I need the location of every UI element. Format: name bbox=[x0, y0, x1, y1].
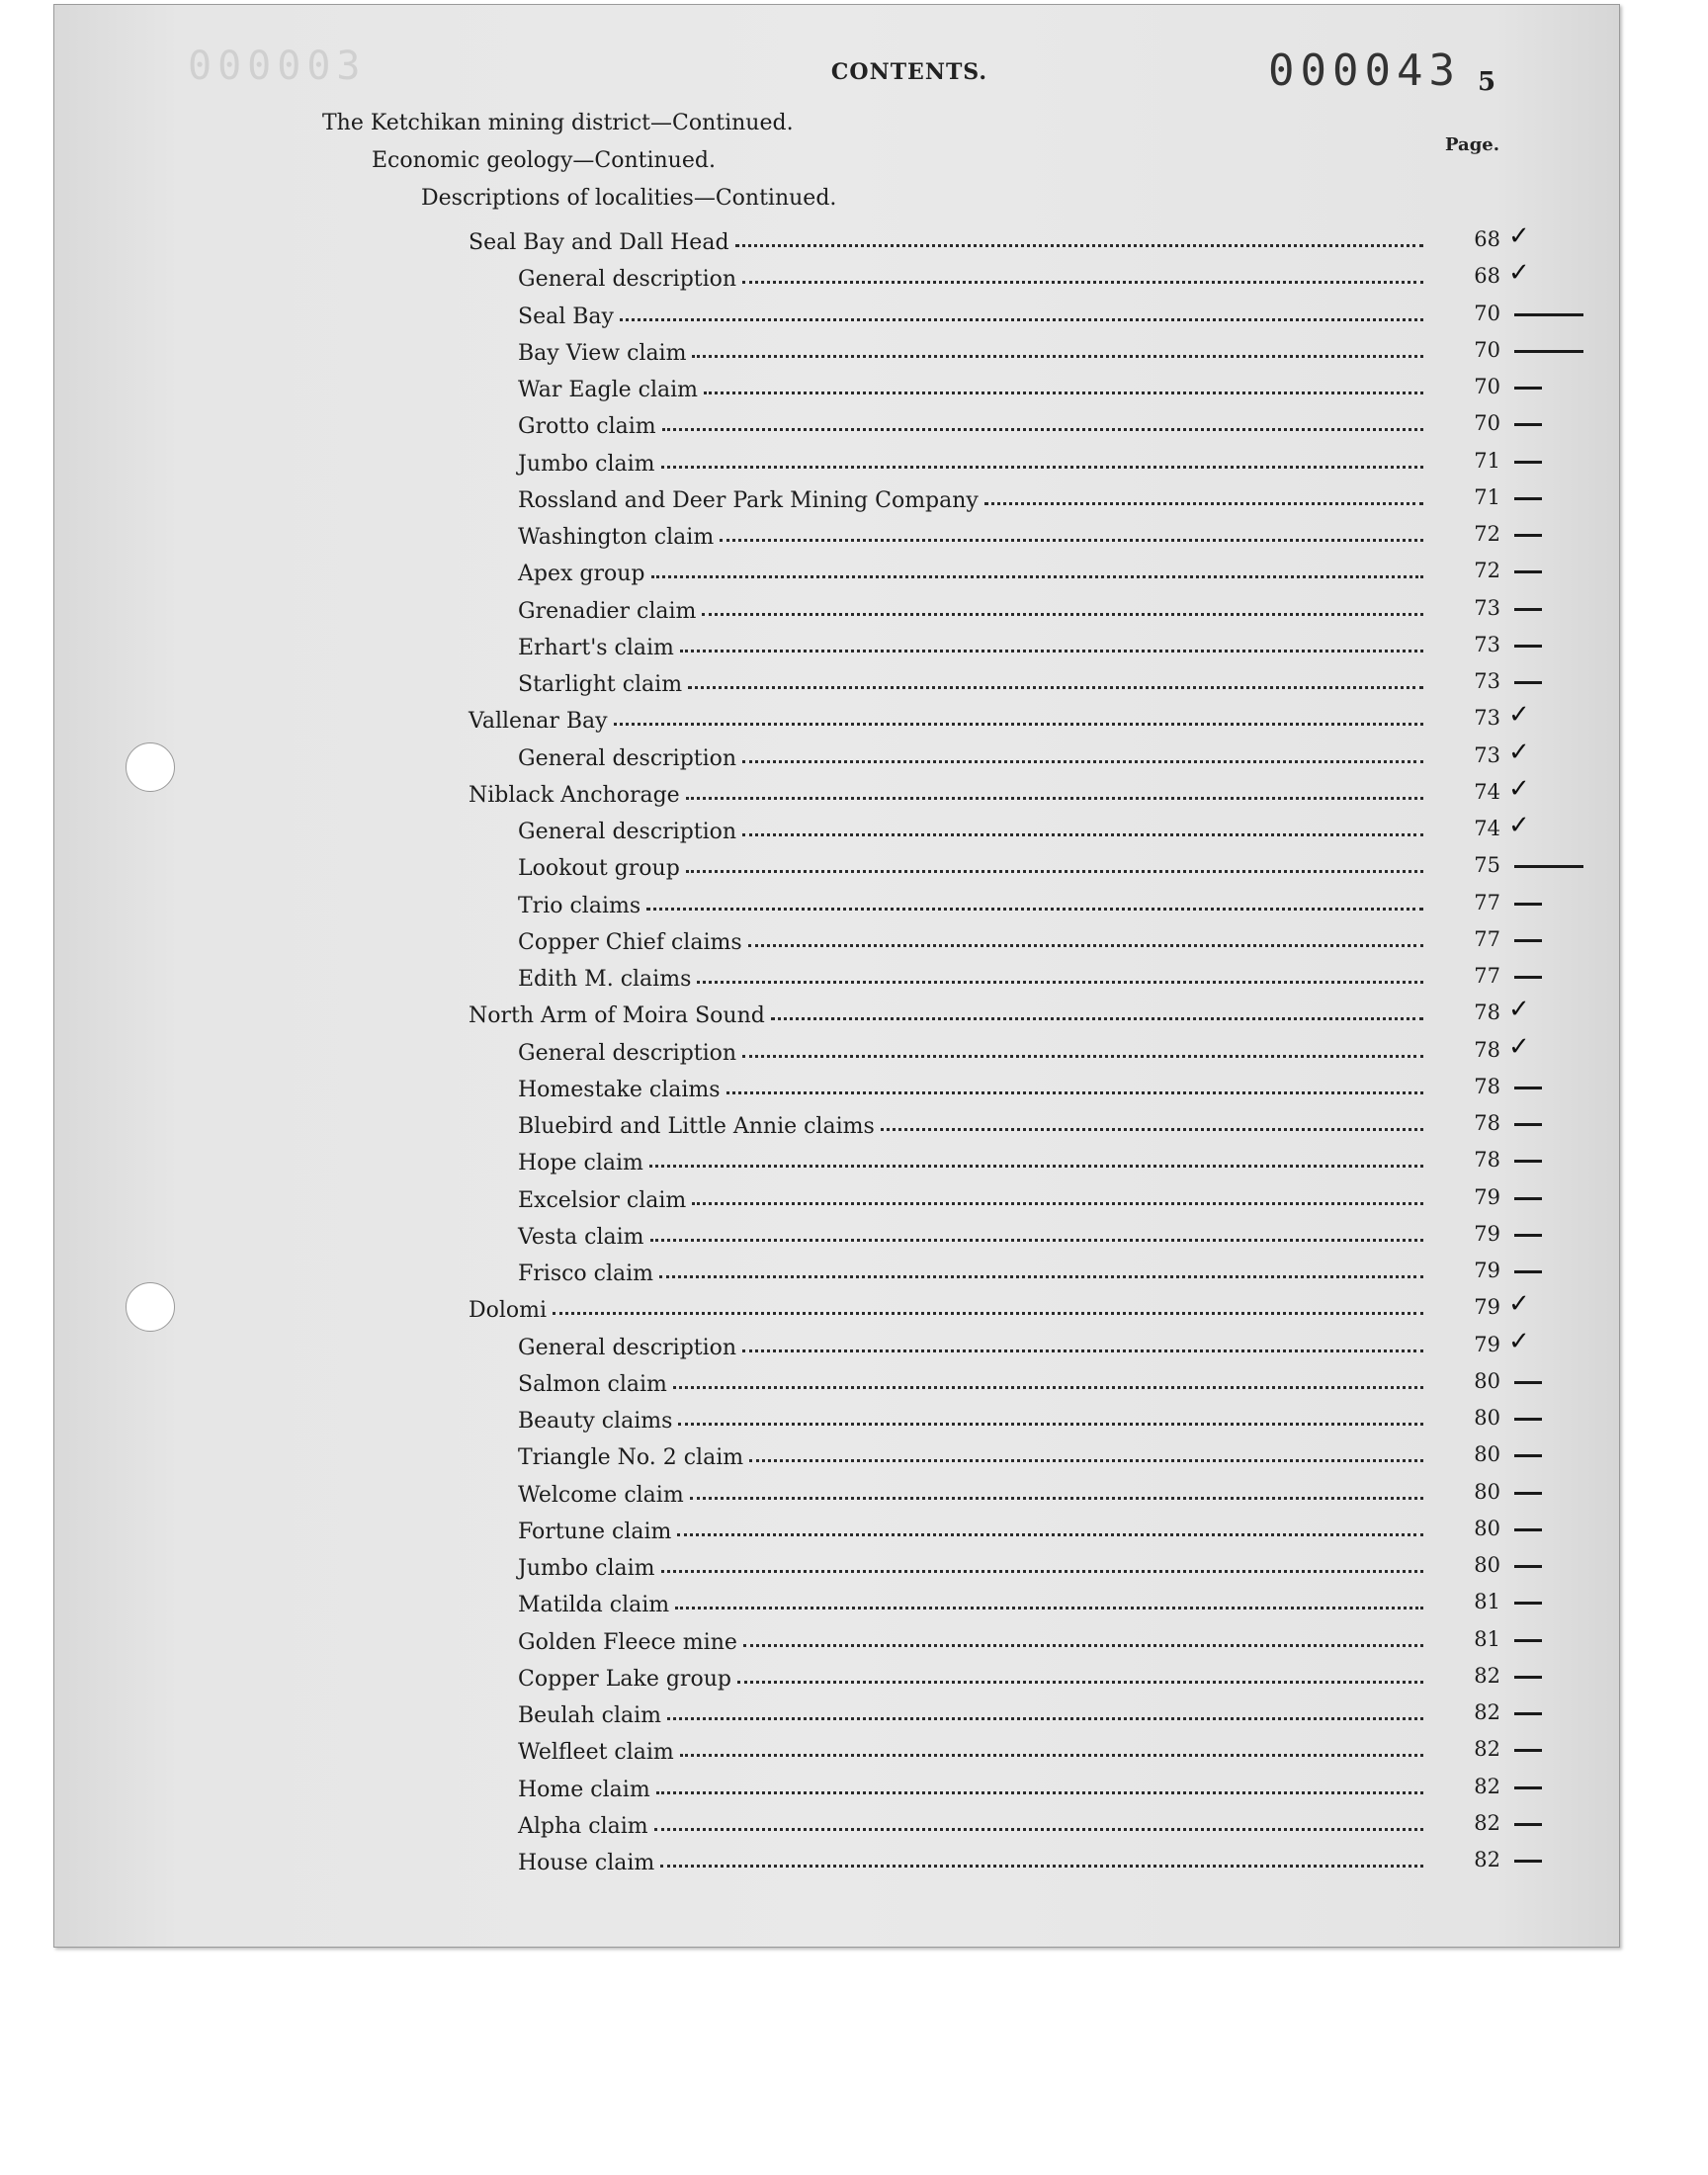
dot-leader bbox=[726, 1091, 1423, 1094]
toc-entry bbox=[518, 1695, 1423, 1728]
toc-page-number: 82 bbox=[1474, 1737, 1500, 1761]
page-number: 5 bbox=[1478, 67, 1496, 97]
toc-entry-title: Trio claims bbox=[518, 894, 641, 918]
dot-leader bbox=[748, 944, 1423, 947]
dot-leader bbox=[688, 686, 1423, 689]
toc-page-number: 81 bbox=[1474, 1590, 1500, 1613]
toc-entry-title: Dolomi bbox=[469, 1298, 548, 1323]
dot-leader bbox=[614, 723, 1423, 726]
toc-entry-title: General description bbox=[518, 1336, 737, 1360]
toc-entry bbox=[518, 1769, 1423, 1802]
toc-page-number: 77 bbox=[1474, 964, 1500, 988]
dot-leader bbox=[692, 1202, 1423, 1205]
toc-page-number: 77 bbox=[1474, 927, 1500, 951]
toc-entry bbox=[518, 1105, 1423, 1139]
toc-entry bbox=[469, 995, 1423, 1028]
dot-leader bbox=[654, 1828, 1423, 1831]
toc-entry bbox=[469, 774, 1423, 808]
handwritten-dash-mark bbox=[1514, 570, 1542, 573]
toc-page-number: 78 bbox=[1474, 1148, 1500, 1172]
dot-leader bbox=[735, 244, 1423, 247]
handwritten-dash-mark bbox=[1514, 1676, 1542, 1679]
handwritten-dash-mark bbox=[1514, 313, 1583, 316]
toc-entry-title: Home claim bbox=[518, 1778, 650, 1802]
toc-page-number: 72 bbox=[1474, 559, 1500, 582]
toc-entry-title: Golden Fleece mine bbox=[518, 1630, 737, 1655]
heading-economic-geology: Economic geology—Continued. bbox=[372, 148, 716, 173]
toc-entry bbox=[518, 663, 1423, 697]
toc-entry bbox=[518, 847, 1423, 881]
toc-page-number: 72 bbox=[1474, 522, 1500, 546]
dot-leader bbox=[680, 1754, 1423, 1757]
toc-page-number: 70 bbox=[1474, 302, 1500, 325]
handwritten-dash-mark bbox=[1514, 1492, 1542, 1495]
handwritten-dash-mark bbox=[1514, 423, 1542, 426]
handwritten-dash-mark bbox=[1514, 1860, 1542, 1863]
dot-leader bbox=[742, 1349, 1423, 1352]
dot-leader bbox=[646, 908, 1423, 911]
toc-page-number: 74 bbox=[1474, 780, 1500, 804]
toc-entry bbox=[518, 332, 1423, 366]
toc-entry-title: Edith M. claims bbox=[518, 967, 692, 992]
toc-page-number: 82 bbox=[1474, 1775, 1500, 1798]
toc-entry bbox=[518, 1658, 1423, 1692]
toc-page-number: 79 bbox=[1474, 1185, 1500, 1209]
handwritten-dash-mark bbox=[1514, 1418, 1542, 1421]
dot-leader bbox=[675, 1607, 1423, 1610]
toc-page-number: 80 bbox=[1474, 1553, 1500, 1577]
dot-leader bbox=[553, 1312, 1423, 1315]
handwritten-dash-mark bbox=[1514, 976, 1542, 979]
toc-entry-title: Hope claim bbox=[518, 1151, 643, 1175]
handwritten-check-mark: ✓ bbox=[1508, 1289, 1530, 1319]
toc-page-number: 68 bbox=[1474, 227, 1500, 251]
dot-leader bbox=[771, 1017, 1423, 1020]
toc-entry-title: Jumbo claim bbox=[518, 1556, 655, 1581]
punch-hole-top bbox=[126, 742, 175, 792]
toc-entry bbox=[518, 553, 1423, 586]
toc-entry-title: General description bbox=[518, 267, 737, 292]
handwritten-dash-mark bbox=[1514, 645, 1542, 648]
toc-entry bbox=[518, 405, 1423, 439]
toc-entry-title: Seal Bay and Dall Head bbox=[469, 230, 729, 255]
toc-page-number: 73 bbox=[1474, 706, 1500, 730]
punch-hole-bottom bbox=[126, 1282, 175, 1332]
dot-leader bbox=[702, 613, 1423, 616]
handwritten-check-mark: ✓ bbox=[1508, 221, 1530, 251]
toc-entry-title: North Arm of Moira Sound bbox=[469, 1003, 765, 1028]
toc-page-number: 80 bbox=[1474, 1480, 1500, 1504]
toc-page-number: 78 bbox=[1474, 1075, 1500, 1098]
toc-page-number: 79 bbox=[1474, 1259, 1500, 1282]
toc-entry bbox=[518, 1547, 1423, 1581]
toc-entry-title: House claim bbox=[518, 1851, 655, 1875]
toc-entry-title: Jumbo claim bbox=[518, 452, 655, 477]
toc-entry bbox=[518, 1511, 1423, 1544]
toc-page-number: 81 bbox=[1474, 1627, 1500, 1651]
toc-entry bbox=[518, 627, 1423, 660]
toc-entry-title: Bluebird and Little Annie claims bbox=[518, 1114, 875, 1139]
toc-page-number: 82 bbox=[1474, 1664, 1500, 1688]
handwritten-dash-mark bbox=[1514, 350, 1583, 353]
toc-entry bbox=[518, 1363, 1423, 1397]
toc-page-number: 78 bbox=[1474, 1000, 1500, 1024]
handwritten-dash-mark bbox=[1514, 1454, 1542, 1457]
dot-leader bbox=[743, 1644, 1423, 1647]
handwritten-check-mark: ✓ bbox=[1508, 774, 1530, 804]
toc-page-number: 80 bbox=[1474, 1442, 1500, 1466]
toc-entry-title: General description bbox=[518, 820, 737, 844]
handwritten-dash-mark bbox=[1514, 497, 1542, 500]
faint-stamp-number: 000003 bbox=[188, 44, 367, 89]
handwritten-dash-mark bbox=[1514, 608, 1542, 611]
dot-leader bbox=[686, 797, 1423, 800]
toc-entry bbox=[518, 1436, 1423, 1470]
dot-leader bbox=[620, 318, 1423, 321]
toc-page-number: 68 bbox=[1474, 264, 1500, 288]
toc-page-number: 82 bbox=[1474, 1848, 1500, 1871]
toc-entry bbox=[518, 590, 1423, 624]
toc-entry bbox=[518, 811, 1423, 844]
dot-leader bbox=[692, 355, 1423, 358]
handwritten-check-mark: ✓ bbox=[1508, 811, 1530, 840]
dot-leader bbox=[667, 1717, 1423, 1720]
handwritten-dash-mark bbox=[1514, 903, 1542, 906]
toc-entry bbox=[518, 479, 1423, 513]
toc-entry-title: Vesta claim bbox=[518, 1225, 644, 1250]
toc-page-number: 80 bbox=[1474, 1406, 1500, 1430]
stamp-number: 000043 bbox=[1268, 45, 1461, 96]
handwritten-dash-mark bbox=[1514, 1197, 1542, 1200]
dot-leader bbox=[720, 539, 1423, 542]
toc-entry bbox=[518, 516, 1423, 550]
toc-entry-title: Vallenar Bay bbox=[469, 709, 608, 734]
heading-district: The Ketchikan mining district—Continued. bbox=[322, 111, 794, 135]
dot-leader bbox=[649, 1165, 1423, 1168]
handwritten-dash-mark bbox=[1514, 1160, 1542, 1163]
handwritten-dash-mark bbox=[1514, 1234, 1542, 1237]
dot-leader bbox=[742, 760, 1423, 763]
handwritten-dash-mark bbox=[1514, 1823, 1542, 1826]
toc-page-number: 78 bbox=[1474, 1111, 1500, 1135]
toc-entry-title: Copper Chief claims bbox=[518, 930, 742, 955]
toc-page-number: 82 bbox=[1474, 1700, 1500, 1724]
toc-page-number: 73 bbox=[1474, 669, 1500, 693]
toc-entry-title: Salmon claim bbox=[518, 1372, 667, 1397]
handwritten-dash-mark bbox=[1514, 865, 1583, 868]
toc-page-number: 79 bbox=[1474, 1222, 1500, 1246]
toc-page-number: 75 bbox=[1474, 853, 1500, 877]
dot-leader bbox=[661, 466, 1423, 469]
handwritten-dash-mark bbox=[1514, 939, 1542, 942]
toc-entry bbox=[518, 1805, 1423, 1839]
toc-entry bbox=[518, 1069, 1423, 1102]
toc-entry bbox=[518, 1842, 1423, 1875]
toc-entry-title: Grenadier claim bbox=[518, 599, 697, 624]
toc-entry-title: General description bbox=[518, 1041, 737, 1066]
handwritten-dash-mark bbox=[1514, 1749, 1542, 1752]
dot-leader bbox=[661, 1570, 1423, 1573]
handwritten-check-mark: ✓ bbox=[1508, 258, 1530, 288]
page-title: CONTENTS. bbox=[830, 59, 988, 85]
dot-leader bbox=[742, 1055, 1423, 1058]
handwritten-dash-mark bbox=[1514, 1639, 1542, 1642]
handwritten-dash-mark bbox=[1514, 1786, 1542, 1789]
handwritten-check-mark: ✓ bbox=[1508, 995, 1530, 1024]
heading-descriptions: Descriptions of localities—Continued. bbox=[421, 186, 837, 211]
toc-entry bbox=[518, 1474, 1423, 1508]
handwritten-dash-mark bbox=[1514, 387, 1542, 390]
dot-leader bbox=[697, 981, 1423, 984]
toc-entry bbox=[518, 1142, 1423, 1175]
toc-entry-title: Seal Bay bbox=[518, 304, 614, 329]
handwritten-dash-mark bbox=[1514, 1528, 1542, 1531]
toc-page-number: 73 bbox=[1474, 633, 1500, 656]
handwritten-dash-mark bbox=[1514, 534, 1542, 537]
toc-entry bbox=[518, 1621, 1423, 1655]
dot-leader bbox=[690, 1497, 1423, 1500]
handwritten-check-mark: ✓ bbox=[1508, 1327, 1530, 1356]
toc-entry-title: Beauty claims bbox=[518, 1409, 673, 1434]
toc-entry-title: Apex group bbox=[518, 562, 645, 586]
toc-page-number: 70 bbox=[1474, 375, 1500, 398]
toc-entry-title: General description bbox=[518, 746, 737, 771]
toc-entry bbox=[518, 1216, 1423, 1250]
dot-leader bbox=[737, 1681, 1423, 1684]
toc-entry-title: Starlight claim bbox=[518, 672, 683, 697]
handwritten-dash-mark bbox=[1514, 1123, 1542, 1126]
toc-page-number: 73 bbox=[1474, 596, 1500, 620]
toc-entry bbox=[518, 1032, 1423, 1066]
toc-entry-title: War Eagle claim bbox=[518, 378, 699, 402]
handwritten-dash-mark bbox=[1514, 681, 1542, 684]
handwritten-dash-mark bbox=[1514, 1381, 1542, 1384]
dot-leader bbox=[650, 1239, 1424, 1242]
dot-leader bbox=[659, 1275, 1423, 1278]
toc-entry bbox=[518, 443, 1423, 477]
dot-leader bbox=[660, 1865, 1423, 1868]
handwritten-dash-mark bbox=[1514, 1602, 1542, 1605]
toc-entry-title: Fortune claim bbox=[518, 1520, 672, 1544]
toc-entry bbox=[469, 1289, 1423, 1323]
toc-entry-title: Bay View claim bbox=[518, 341, 687, 366]
handwritten-dash-mark bbox=[1514, 461, 1542, 464]
toc-entry-title: Triangle No. 2 claim bbox=[518, 1445, 744, 1470]
handwritten-dash-mark bbox=[1514, 1712, 1542, 1715]
handwritten-dash-mark bbox=[1514, 1087, 1542, 1089]
dot-leader bbox=[678, 1423, 1423, 1426]
dot-leader bbox=[680, 650, 1423, 652]
toc-entry bbox=[518, 1253, 1423, 1286]
toc-entry bbox=[518, 738, 1423, 771]
toc-page-number: 70 bbox=[1474, 411, 1500, 435]
toc-entry bbox=[518, 1584, 1423, 1617]
dot-leader bbox=[749, 1459, 1423, 1462]
dot-leader bbox=[656, 1791, 1423, 1794]
dot-leader bbox=[881, 1128, 1423, 1131]
handwritten-check-mark: ✓ bbox=[1508, 738, 1530, 767]
toc-entry-title: Lookout group bbox=[518, 856, 680, 881]
dot-leader bbox=[677, 1533, 1423, 1536]
toc-page-number: 78 bbox=[1474, 1038, 1500, 1062]
toc-entry bbox=[518, 1179, 1423, 1213]
toc-entry-title: Erhart's claim bbox=[518, 636, 674, 660]
dot-leader bbox=[742, 833, 1423, 836]
toc-entry bbox=[518, 1400, 1423, 1434]
toc-page-number: 70 bbox=[1474, 338, 1500, 362]
toc-page-number: 77 bbox=[1474, 891, 1500, 914]
toc-entry-title: Washington claim bbox=[518, 525, 715, 550]
toc-page-number: 79 bbox=[1474, 1333, 1500, 1356]
toc-page-number: 74 bbox=[1474, 817, 1500, 840]
dot-leader bbox=[673, 1386, 1423, 1389]
toc-entry bbox=[518, 1327, 1423, 1360]
toc-page-number: 71 bbox=[1474, 449, 1500, 473]
dot-leader bbox=[704, 392, 1423, 394]
toc-entry-title: Rossland and Deer Park Mining Company bbox=[518, 488, 979, 513]
toc-entry-title: Matilda claim bbox=[518, 1593, 670, 1617]
toc-entry bbox=[518, 1731, 1423, 1765]
dot-leader bbox=[686, 870, 1423, 873]
toc-entry bbox=[469, 700, 1423, 734]
handwritten-dash-mark bbox=[1514, 1565, 1542, 1568]
toc-entry bbox=[518, 369, 1423, 402]
toc-entry-title: Copper Lake group bbox=[518, 1667, 731, 1692]
toc-entry bbox=[518, 296, 1423, 329]
toc-entry bbox=[518, 258, 1423, 292]
toc-entry bbox=[469, 221, 1423, 255]
toc-page-number: 79 bbox=[1474, 1295, 1500, 1319]
toc-page-number: 73 bbox=[1474, 743, 1500, 767]
page-column-label: Page. bbox=[1445, 134, 1500, 155]
toc-entry-title: Niblack Anchorage bbox=[469, 783, 680, 808]
toc-entry-title: Homestake claims bbox=[518, 1078, 721, 1102]
handwritten-dash-mark bbox=[1514, 1270, 1542, 1273]
toc-entry bbox=[518, 885, 1423, 918]
handwritten-check-mark: ✓ bbox=[1508, 700, 1530, 730]
toc-page-number: 80 bbox=[1474, 1369, 1500, 1393]
handwritten-check-mark: ✓ bbox=[1508, 1032, 1530, 1062]
toc-entry-title: Beulah claim bbox=[518, 1703, 662, 1728]
toc-entry bbox=[518, 958, 1423, 992]
toc-entry-title: Welfleet claim bbox=[518, 1740, 674, 1765]
toc-page-number: 71 bbox=[1474, 485, 1500, 509]
dot-leader bbox=[662, 428, 1423, 431]
dot-leader bbox=[651, 575, 1424, 578]
dot-leader bbox=[984, 502, 1423, 505]
toc-page-number: 80 bbox=[1474, 1517, 1500, 1540]
toc-entry-title: Frisco claim bbox=[518, 1262, 654, 1286]
toc-entry-title: Grotto claim bbox=[518, 414, 656, 439]
toc-entry-title: Alpha claim bbox=[518, 1814, 648, 1839]
toc-page-number: 82 bbox=[1474, 1811, 1500, 1835]
toc-entry bbox=[518, 921, 1423, 955]
toc-entry-title: Excelsior claim bbox=[518, 1188, 687, 1213]
dot-leader bbox=[742, 281, 1423, 284]
toc-entry-title: Welcome claim bbox=[518, 1483, 684, 1508]
